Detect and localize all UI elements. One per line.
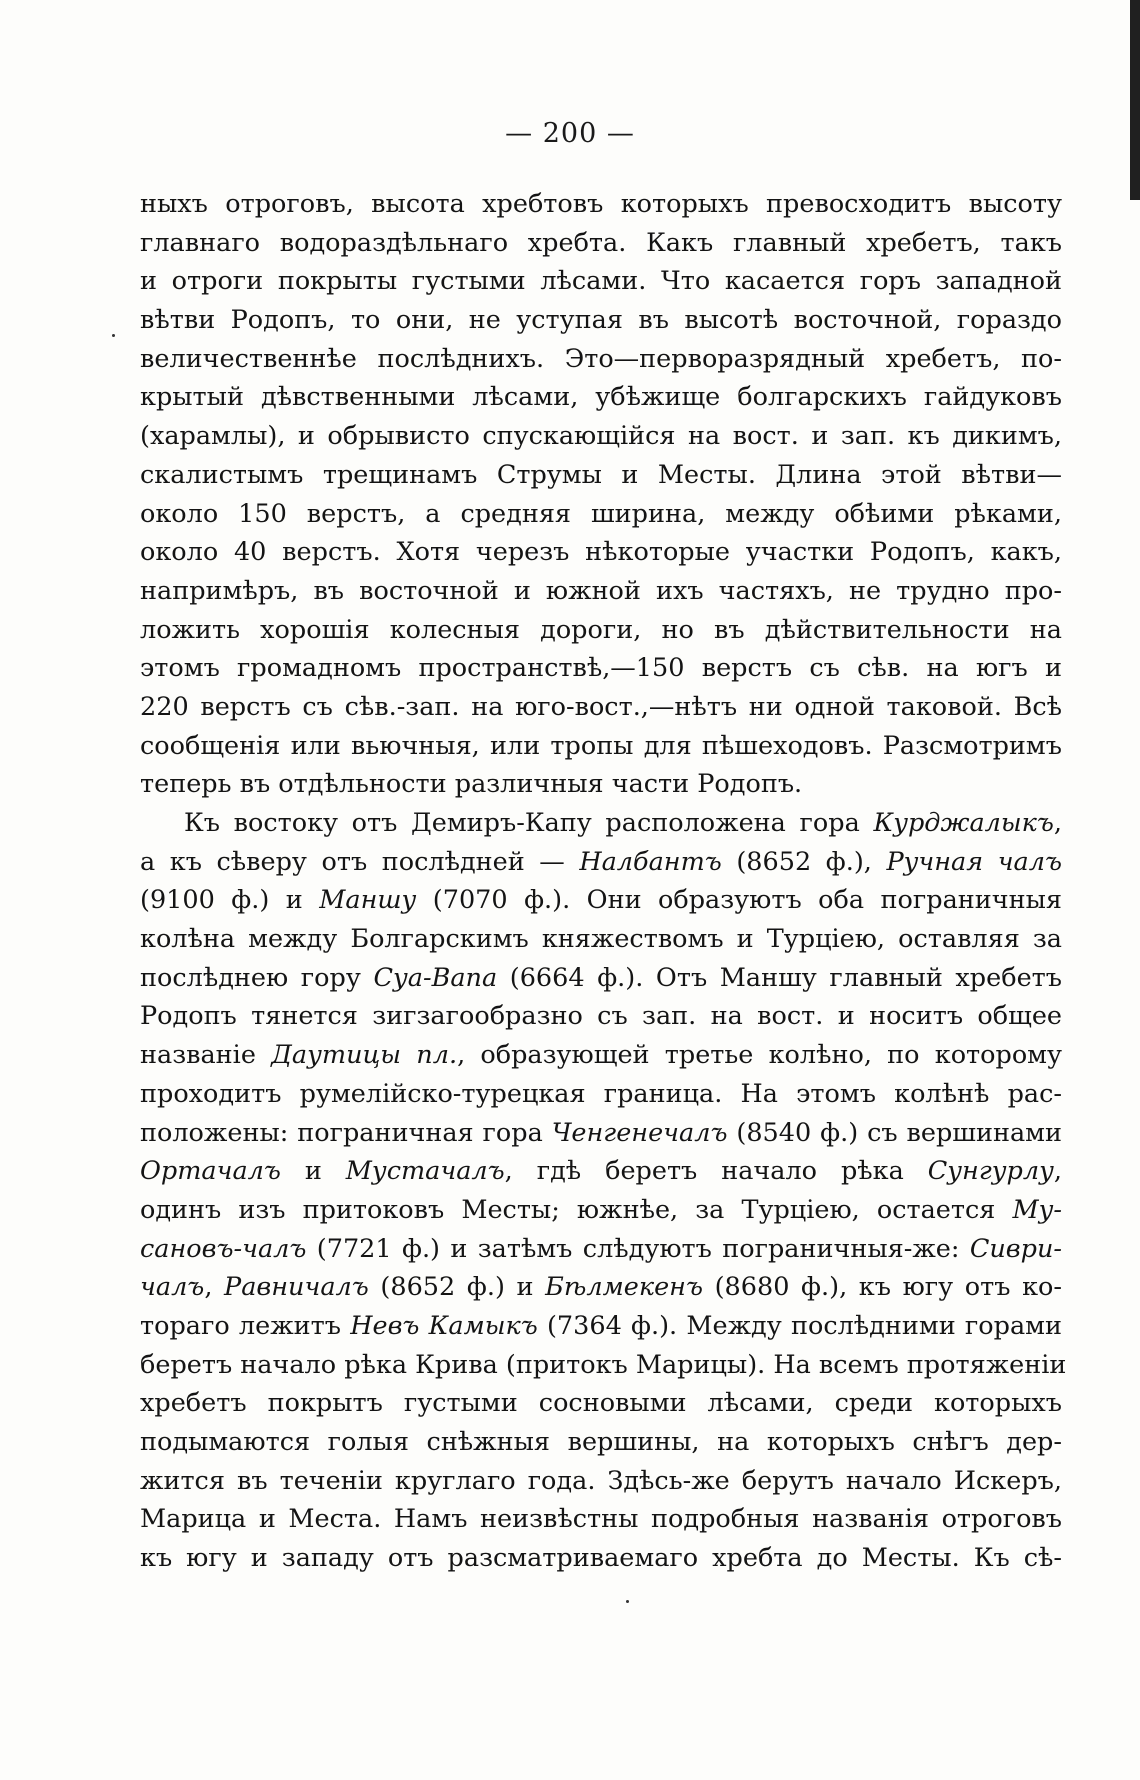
text-run: названіе: [140, 1040, 272, 1071]
text-line: жится въ теченіи круглаго года. Здѣсь-же берутъ начало Искеръ,: [140, 1465, 1062, 1496]
place-name: Ченгенечалъ: [551, 1117, 728, 1148]
text-run: ,: [1053, 1156, 1062, 1187]
text-line: ложить хорошія колесныя дороги, но въ дѣйствительности на: [140, 614, 1062, 645]
text-line: теперь въ отдѣльности различныя части Родопъ.: [140, 769, 803, 800]
text-line: [140, 1191, 1062, 1230]
place-name: Сиври-: [969, 1233, 1062, 1264]
text-run: (7070 ф.). Они образуютъ оба пограничныя: [416, 885, 1062, 916]
place-name: Даутицы пл.: [271, 1040, 458, 1071]
text-line: Родопъ тянется зигзагообразно съ зап. на вост. и носитъ общее: [140, 1001, 1062, 1032]
text-run: (8652 ф.),: [721, 846, 887, 877]
text-line: главнаго водораздѣльнаго хребта. Какъ главный хребетъ, такъ: [140, 227, 1062, 258]
place-name: Сунгурлу: [927, 1156, 1054, 1187]
text-run: (9100 ф.) и: [140, 885, 320, 916]
place-name: Невъ Камыкъ: [350, 1310, 538, 1341]
text-line: [140, 881, 1062, 920]
text-line: величественнѣе послѣднихъ. Это—перворазрядный хребетъ, по-: [140, 343, 1062, 374]
text-line: скалистымъ трещинамъ Струмы и Месты. Длина этой вѣтви—: [140, 459, 1062, 490]
place-name: Курджалыкъ: [873, 808, 1054, 838]
scan-edge-shadow: [1130, 0, 1140, 200]
text-line: Марица и Места. Намъ неизвѣстны подробныя названія отроговъ: [140, 1504, 1062, 1535]
text-run: ,: [204, 1272, 225, 1303]
text-run: (8652 ф.) и: [368, 1272, 546, 1303]
text-run: (7721 ф.) и затѣмъ слѣдуютъ пограничныя-же:: [306, 1233, 970, 1264]
text-run: ,: [1053, 808, 1062, 838]
text-line: [140, 843, 1062, 882]
text-run: и: [280, 1156, 346, 1187]
text-run: , гдѣ беретъ начало рѣка: [504, 1156, 928, 1187]
text-run: а къ сѣверу отъ послѣдней —: [140, 846, 580, 877]
text-line: сообщенія или вьючныя, или тропы для пѣшеходовъ. Разсмотримъ: [140, 730, 1062, 761]
text-run: (6664 ф.). Отъ Маншу главный хребетъ: [497, 962, 1062, 993]
place-name: Маншу: [319, 885, 417, 916]
text-line: хребетъ покрытъ густыми сосновыми лѣсами, среди которыхъ: [140, 1388, 1062, 1419]
text-run: Къ востоку отъ Демиръ-Капу расположена гора: [184, 808, 874, 838]
text-line: крытый дѣвственными лѣсами, убѣжище болгарскихъ гайдуковъ: [140, 382, 1062, 413]
text-line: этомъ громадномъ пространствѣ,—150 верстъ съ сѣв. на югъ и: [140, 653, 1062, 684]
text-line: ныхъ отроговъ, высота хребтовъ которыхъ превосходитъ высоту: [140, 189, 1062, 219]
text-line: [140, 1152, 1062, 1191]
place-name: Суа-Вапа: [373, 962, 498, 993]
text-line: [140, 1307, 1062, 1346]
text-line: [140, 1114, 1062, 1153]
text-line: подымаются голыя снѣжныя вершины, на которыхъ снѣгъ дер-: [140, 1427, 1062, 1457]
text-line: беретъ начало рѣка Крива (притокъ Марицы). На всемъ протяженіи: [140, 1349, 1067, 1380]
text-run: одинъ изъ притоковъ Месты; южнѣе, за Турціею, остается: [140, 1194, 1013, 1225]
place-name: сановъ-чалъ: [140, 1233, 307, 1264]
text-line: 220 верстъ съ сѣв.-зап. на юго-вост.,—нѣтъ ни одной таковой. Всѣ: [140, 691, 1062, 722]
place-name: Ручная чалъ: [886, 846, 1062, 877]
text-line: проходитъ румелійско-турецкая граница. На этомъ колѣнѣ рас-: [140, 1078, 1062, 1109]
scan-speck: [626, 1600, 629, 1603]
text-line: [140, 804, 1062, 843]
page-number: — 200 —: [505, 118, 635, 149]
text-line: и отроги покрыты густыми лѣсами. Что касается горъ западной: [140, 266, 1062, 297]
text-line: [140, 1036, 1062, 1075]
body-text: [140, 185, 1067, 1578]
text-line: (харамлы), и обрывисто спускающійся на вост. и зап. къ дикимъ,: [140, 421, 1062, 452]
text-run: послѣднею гору: [140, 962, 374, 993]
text-line: колѣна между Болгарскимъ княжествомъ и Турціею, оставляя за: [140, 924, 1062, 955]
text-run: (8680 ф.), къ югу отъ ко-: [702, 1272, 1062, 1303]
place-name: чалъ: [140, 1272, 205, 1303]
text-line: около 40 верстъ. Хотя черезъ нѣкоторые участки Родопъ, какъ,: [140, 537, 1062, 568]
paragraph-1: [140, 185, 1062, 804]
place-name: Ортачалъ: [140, 1156, 281, 1187]
place-name: Равничалъ: [224, 1272, 369, 1303]
paragraph-2: [140, 804, 1067, 1578]
text-run: положены: пограничная гора: [140, 1117, 552, 1148]
text-line: къ югу и западу отъ разсматриваемаго хребта до Месты. Къ сѣ-: [140, 1543, 1062, 1574]
place-name: Му-: [1012, 1194, 1062, 1225]
text-line: [140, 1268, 1062, 1307]
text-line: около 150 верстъ, а средняя ширина, между обѣими рѣками,: [140, 498, 1062, 529]
text-run: (7364 ф.). Между послѣдними горами: [537, 1310, 1062, 1341]
place-name: Мустачалъ: [345, 1156, 505, 1187]
text-run: тораго лежитъ: [140, 1310, 351, 1341]
text-line: вѣтви Родопъ, то они, не уступая въ высотѣ восточной, гораздо: [140, 305, 1062, 336]
text-line: напримѣръ, въ восточной и южной ихъ частяхъ, не трудно про-: [140, 575, 1062, 606]
text-line: [140, 1230, 1062, 1269]
text-run: , образующей третье колѣно, по которому: [457, 1040, 1063, 1071]
place-name: Налбантъ: [579, 846, 722, 877]
text-line: [140, 959, 1062, 998]
scan-speck: [112, 334, 115, 337]
place-name: Бѣлмекенъ: [545, 1272, 703, 1303]
text-run: (8540 ф.) съ вершинами: [727, 1117, 1062, 1148]
